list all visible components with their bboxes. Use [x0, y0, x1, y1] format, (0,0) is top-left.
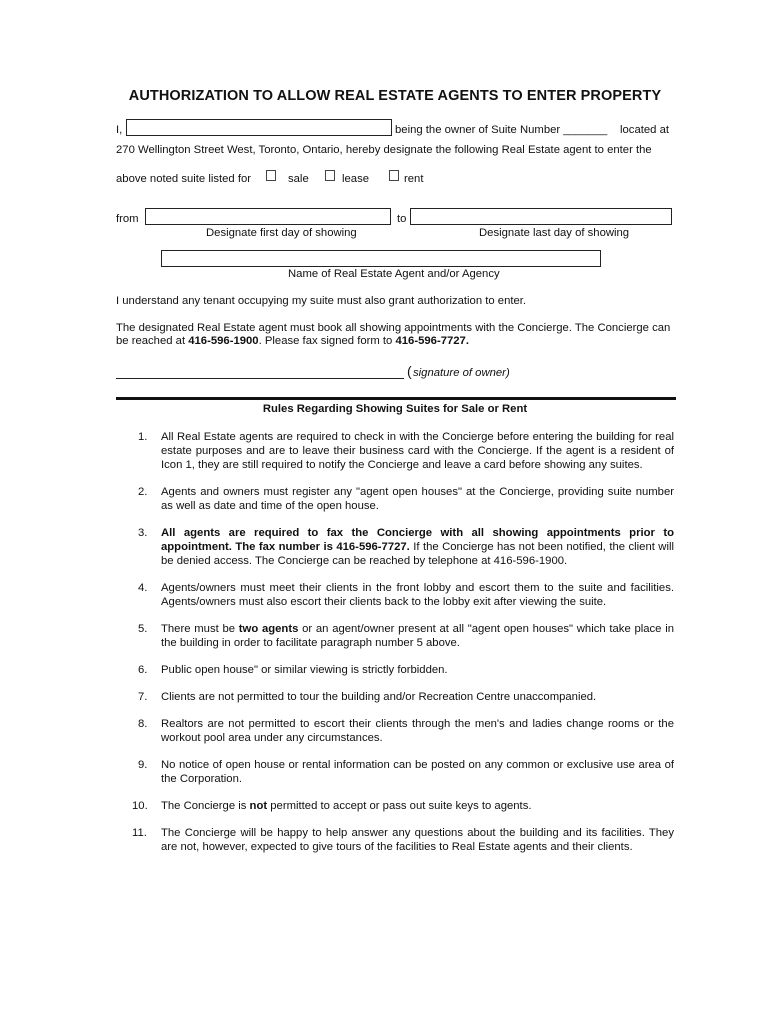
- rent-checkbox[interactable]: [389, 170, 399, 181]
- signature-label: signature of owner): [413, 367, 510, 379]
- address-text: 270 Wellington Street West, Toronto, Ontario, hereby designate the following Real Estate agent to enter the: [116, 144, 652, 156]
- to-label: to: [397, 213, 407, 225]
- rule-item: 2. Agents and owners must register any "agent open houses" at the Concierge, providing suite number as well as date and time of the open house.: [138, 486, 674, 512]
- tenant-note: I understand any tenant occupying my suite must also grant authorization to enter.: [116, 295, 527, 307]
- booking-note-line1: The designated Real Estate agent must book all showing appointments with the Concierge. The Concierge can: [116, 322, 671, 334]
- suite-number-text: being the owner of Suite Number _______: [395, 124, 608, 136]
- concierge-phone: 416-596-1900: [188, 335, 259, 347]
- sale-label: sale: [288, 173, 309, 185]
- rule-item: 9. No notice of open house or rental information can be posted on any common or exclusive use area of the Corporation.: [138, 759, 674, 785]
- located-at-text: located at: [620, 124, 669, 136]
- section-divider: [116, 397, 676, 400]
- rule-item: 7. Clients are not permitted to tour the building and/or Recreation Centre unaccompanied.: [138, 691, 597, 703]
- rules-title: Rules Regarding Showing Suites for Sale or Rent: [262, 403, 528, 415]
- agent-caption: Name of Real Estate Agent and/or Agency: [288, 268, 500, 280]
- lease-checkbox[interactable]: [325, 170, 335, 181]
- rule-item: 4. Agents/owners must meet their clients in the front lobby and escort them to the suite and facilities. Agents/owners must also escort their clients back to the lobby exit after viewing the suite.: [138, 582, 674, 608]
- sale-checkbox[interactable]: [266, 170, 276, 181]
- rule-item: 1. All Real Estate agents are required to check in with the Concierge before entering the building for real estate purposes and are to leave their business card with the Concierge. If the agent is a resident of Icon 1, they are still required to notify the Concierge and leave a card before showing any suites.: [138, 431, 674, 471]
- first-day-caption: Designate first day of showing: [206, 227, 357, 239]
- owner-prefix: I,: [116, 124, 123, 136]
- listed-for-text: above noted suite listed for: [116, 173, 252, 185]
- owner-name-field[interactable]: [126, 119, 392, 136]
- rule-item: 11. The Concierge will be happy to help answer any questions about the building and its facilities. They are not, however, expected to give tours of the facilities to Real Estate agents and their clients.: [132, 827, 674, 853]
- first-day-field[interactable]: [145, 208, 391, 225]
- rules-list: [118, 430, 674, 867]
- rule-item: 6. Public open house" or similar viewing is strictly forbidden.: [138, 664, 448, 676]
- page-title: AUTHORIZATION TO ALLOW REAL ESTATE AGENTS TO ENTER PROPERTY: [128, 88, 662, 104]
- signature-line[interactable]: [116, 378, 404, 379]
- last-day-caption: Designate last day of showing: [479, 227, 630, 239]
- last-day-field[interactable]: [410, 208, 672, 225]
- fax-number: 416-596-7727.: [395, 335, 469, 347]
- rule-item: 3. All agents are required to fax the Concierge with all showing appointments prior to appointment. The fax number is 416-596-7727. If the Concierge has not been notified, the client will be denied access. The Concierge can be reached by telephone at 416-596-1900.: [138, 527, 674, 567]
- agent-name-field[interactable]: [161, 250, 601, 267]
- signature-paren: (: [407, 363, 412, 379]
- rule-item: 10. The Concierge is not permitted to accept or pass out suite keys to agents.: [132, 800, 532, 812]
- rule-item: 5. There must be two agents or an agent/owner present at all "agent open houses" which take place in the building in order to facilitate paragraph number 5 above.: [138, 623, 674, 649]
- from-label: from: [116, 213, 139, 225]
- booking-note-line2: be reached at 416-596-1900. Please fax signed form to 416-596-7727.: [116, 335, 469, 347]
- rent-label: rent: [404, 173, 424, 185]
- rule-item: 8. Realtors are not permitted to escort their clients through the men's and ladies change rooms or the workout pool area under any circumstances.: [138, 718, 674, 744]
- lease-label: lease: [342, 173, 370, 185]
